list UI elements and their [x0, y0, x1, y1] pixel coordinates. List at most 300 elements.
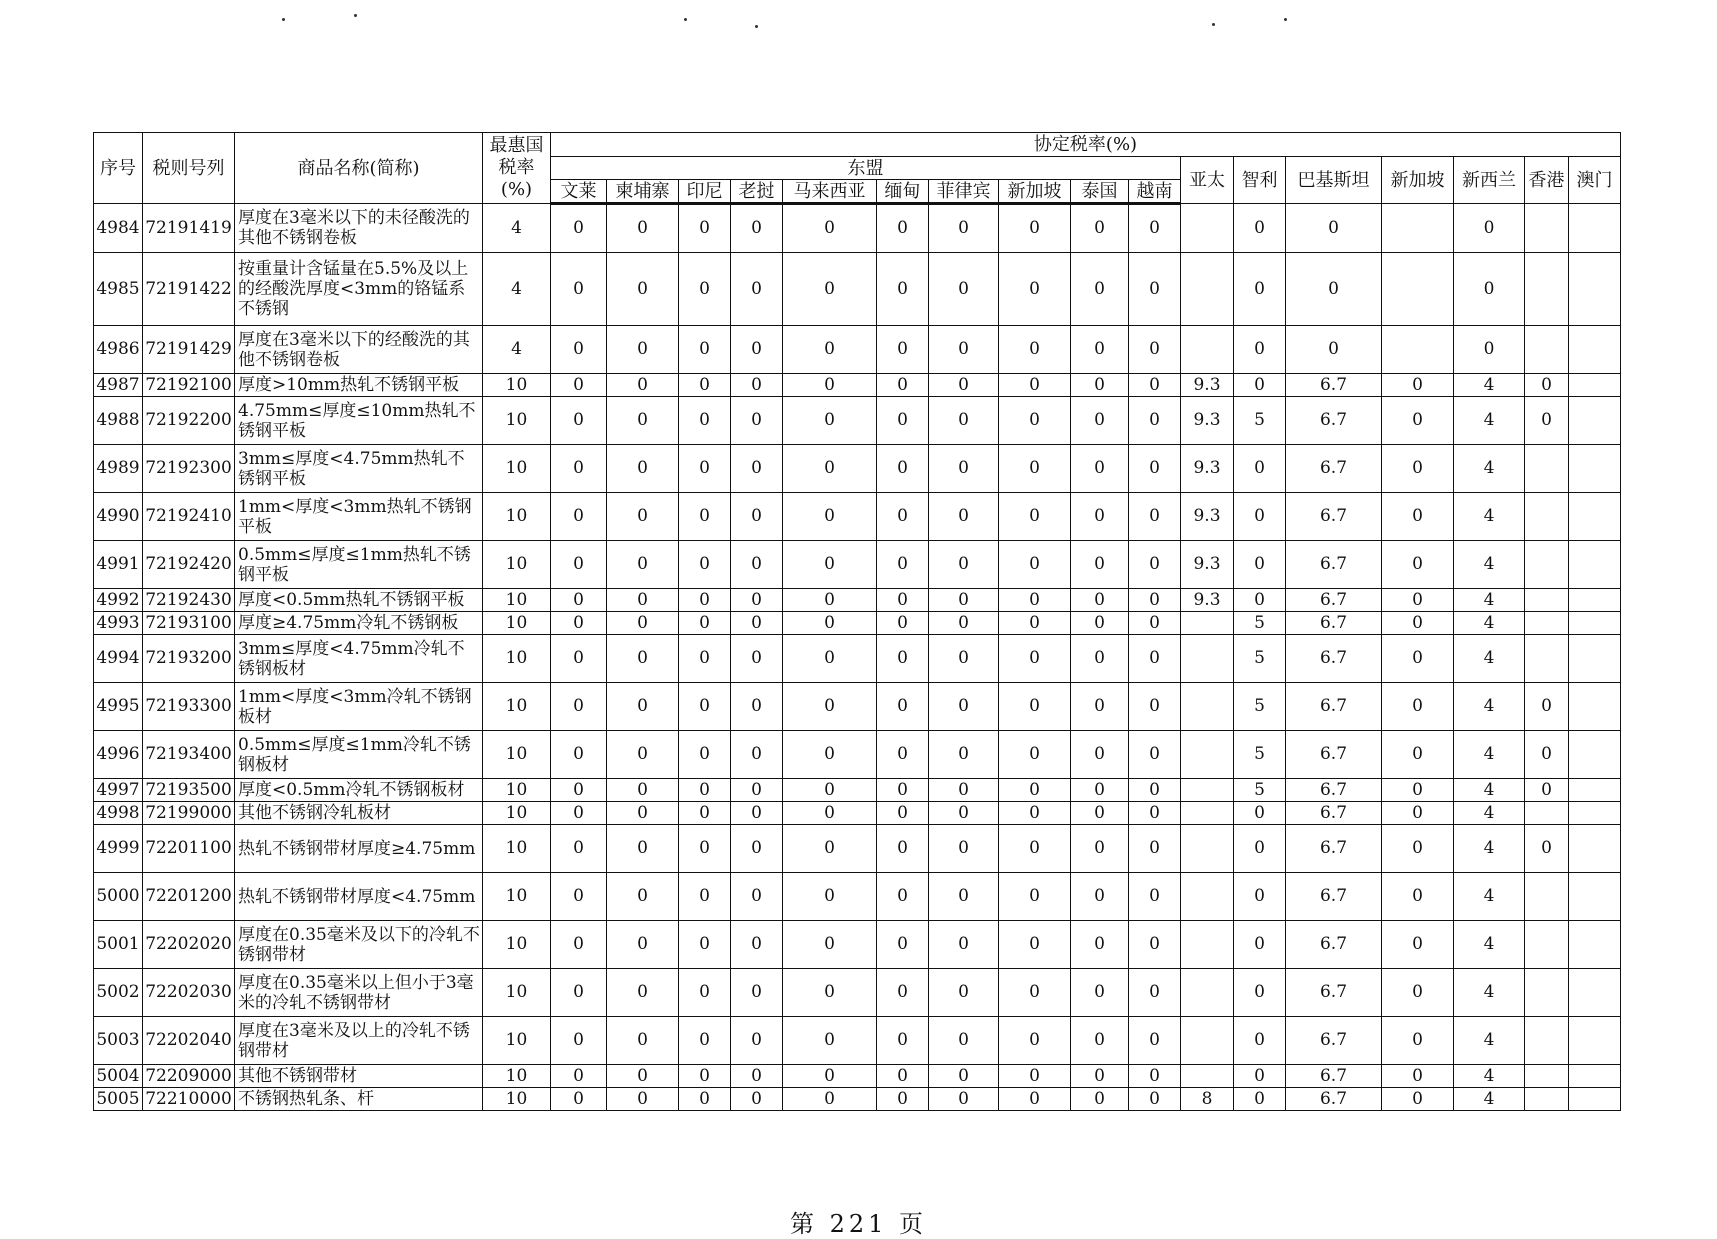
- cell-asean-rate: 0: [783, 635, 877, 683]
- header-agreement: 协定税率(%): [551, 133, 1621, 157]
- cell-asean-rate: 0: [607, 374, 679, 397]
- cell-other-rate: 0: [1286, 326, 1382, 374]
- cell-asean-rate: 0: [607, 253, 679, 326]
- cell-other-rate: 0: [1382, 589, 1454, 612]
- cell-other-rate: [1382, 253, 1454, 326]
- cell-asean-rate: 0: [783, 1017, 877, 1065]
- cell-seq: 4995: [94, 683, 143, 731]
- scan-speck: [755, 25, 758, 28]
- cell-asean-rate: 0: [929, 802, 999, 825]
- cell-name: 厚度<0.5mm冷轧不锈钢板材: [235, 779, 483, 802]
- cell-asean-rate: 0: [1129, 1017, 1181, 1065]
- cell-asean-rate: 0: [1071, 612, 1129, 635]
- cell-other-rate: [1569, 612, 1621, 635]
- cell-seq: 5002: [94, 969, 143, 1017]
- cell-other-rate: [1525, 921, 1569, 969]
- cell-other-rate: 9.3: [1181, 493, 1234, 541]
- cell-other-rate: 0: [1286, 204, 1382, 253]
- cell-asean-rate: 0: [607, 397, 679, 445]
- cell-other-rate: [1569, 825, 1621, 873]
- cell-seq: 4998: [94, 802, 143, 825]
- cell-asean-rate: 0: [999, 683, 1071, 731]
- cell-asean-rate: 0: [1129, 374, 1181, 397]
- cell-asean-rate: 0: [1071, 493, 1129, 541]
- cell-asean-rate: 0: [731, 969, 783, 1017]
- table-row: [94, 1017, 1621, 1065]
- cell-asean-rate: 0: [551, 493, 607, 541]
- cell-asean-rate: 0: [929, 541, 999, 589]
- cell-other-rate: 9.3: [1181, 589, 1234, 612]
- cell-asean-rate: 0: [679, 1088, 731, 1111]
- cell-seq: 4986: [94, 326, 143, 374]
- cell-seq: 5001: [94, 921, 143, 969]
- cell-asean-rate: 0: [877, 802, 929, 825]
- cell-asean-rate: 0: [1129, 445, 1181, 493]
- cell-asean-rate: 0: [929, 204, 999, 253]
- cell-asean-rate: 0: [551, 541, 607, 589]
- cell-mfn: 10: [483, 873, 551, 921]
- cell-code: 72191422: [143, 253, 235, 326]
- cell-asean-rate: 0: [551, 589, 607, 612]
- cell-asean-rate: 0: [607, 541, 679, 589]
- cell-asean-rate: 0: [999, 204, 1071, 253]
- cell-code: 72202030: [143, 969, 235, 1017]
- cell-asean-rate: 0: [877, 326, 929, 374]
- cell-asean-rate: 0: [607, 204, 679, 253]
- scan-speck: [1212, 23, 1215, 26]
- cell-mfn: 10: [483, 589, 551, 612]
- cell-asean-rate: 0: [783, 1065, 877, 1088]
- cell-asean-rate: 0: [551, 397, 607, 445]
- cell-asean-rate: 0: [929, 635, 999, 683]
- cell-other-rate: 4: [1454, 802, 1525, 825]
- cell-seq: 5000: [94, 873, 143, 921]
- cell-asean-rate: 0: [1071, 374, 1129, 397]
- cell-asean-rate: 0: [731, 253, 783, 326]
- cell-mfn: 10: [483, 374, 551, 397]
- cell-asean-rate: 0: [1129, 326, 1181, 374]
- cell-asean-rate: 0: [877, 612, 929, 635]
- cell-other-rate: 4: [1454, 969, 1525, 1017]
- cell-name: 1mm<厚度<3mm热轧不锈钢平板: [235, 493, 483, 541]
- cell-other-rate: 4: [1454, 731, 1525, 779]
- cell-asean-rate: 0: [877, 374, 929, 397]
- cell-asean-rate: 0: [1129, 969, 1181, 1017]
- cell-asean-rate: 0: [877, 1017, 929, 1065]
- cell-other-rate: [1569, 326, 1621, 374]
- cell-other-rate: [1382, 204, 1454, 253]
- cell-asean-rate: 0: [1071, 445, 1129, 493]
- cell-name: 其他不锈钢冷轧板材: [235, 802, 483, 825]
- cell-asean-rate: 0: [551, 374, 607, 397]
- cell-asean-rate: 0: [679, 493, 731, 541]
- cell-name: 0.5mm≤厚度≤1mm热轧不锈钢平板: [235, 541, 483, 589]
- cell-code: 72191429: [143, 326, 235, 374]
- tariff-body: [94, 204, 1621, 1111]
- cell-other-rate: 5: [1234, 635, 1286, 683]
- table-row: [94, 731, 1621, 779]
- cell-other-rate: 0: [1382, 969, 1454, 1017]
- table-row: [94, 802, 1621, 825]
- page-number: 第 221 页: [789, 1210, 928, 1238]
- cell-asean-rate: 0: [551, 1088, 607, 1111]
- cell-asean-rate: 0: [1129, 825, 1181, 873]
- cell-other-rate: [1181, 1065, 1234, 1088]
- cell-asean-rate: 0: [877, 253, 929, 326]
- table-row: [94, 825, 1621, 873]
- cell-other-rate: 6.7: [1286, 374, 1382, 397]
- cell-asean-rate: 0: [929, 873, 999, 921]
- cell-asean-rate: 0: [607, 612, 679, 635]
- header-asean-member: 印尼: [679, 180, 731, 204]
- cell-other-rate: 0: [1382, 683, 1454, 731]
- cell-other-rate: 0: [1234, 873, 1286, 921]
- cell-code: 72193200: [143, 635, 235, 683]
- cell-other-rate: [1181, 635, 1234, 683]
- table-row: [94, 374, 1621, 397]
- cell-other-rate: 4: [1454, 374, 1525, 397]
- cell-seq: 4999: [94, 825, 143, 873]
- cell-other-rate: 5: [1234, 779, 1286, 802]
- cell-mfn: 10: [483, 1088, 551, 1111]
- cell-asean-rate: 0: [551, 326, 607, 374]
- cell-asean-rate: 0: [1071, 635, 1129, 683]
- cell-asean-rate: 0: [783, 541, 877, 589]
- header-seq: 序号: [94, 133, 143, 204]
- cell-other-rate: [1181, 802, 1234, 825]
- cell-other-rate: 4: [1454, 445, 1525, 493]
- cell-code: 72193500: [143, 779, 235, 802]
- cell-other-rate: 0: [1382, 1017, 1454, 1065]
- cell-asean-rate: 0: [999, 635, 1071, 683]
- header-asean: 东盟: [551, 157, 1181, 180]
- cell-other-rate: 0: [1234, 1017, 1286, 1065]
- cell-other-rate: [1569, 969, 1621, 1017]
- cell-asean-rate: 0: [679, 825, 731, 873]
- cell-asean-rate: 0: [679, 204, 731, 253]
- cell-mfn: 10: [483, 1065, 551, 1088]
- cell-mfn: 10: [483, 779, 551, 802]
- cell-code: 72193300: [143, 683, 235, 731]
- cell-other-rate: [1525, 635, 1569, 683]
- cell-asean-rate: 0: [1129, 589, 1181, 612]
- cell-asean-rate: 0: [1129, 731, 1181, 779]
- cell-asean-rate: 0: [1071, 683, 1129, 731]
- cell-asean-rate: 0: [731, 204, 783, 253]
- cell-other-rate: 6.7: [1286, 635, 1382, 683]
- scan-speck: [1284, 18, 1287, 21]
- cell-asean-rate: 0: [1071, 969, 1129, 1017]
- table-row: [94, 589, 1621, 612]
- cell-mfn: 10: [483, 612, 551, 635]
- cell-asean-rate: 0: [1129, 1065, 1181, 1088]
- cell-asean-rate: 0: [679, 612, 731, 635]
- cell-code: 72199000: [143, 802, 235, 825]
- cell-asean-rate: 0: [679, 802, 731, 825]
- cell-asean-rate: 0: [929, 612, 999, 635]
- cell-asean-rate: 0: [783, 1088, 877, 1111]
- cell-other-rate: 4: [1454, 397, 1525, 445]
- cell-asean-rate: 0: [783, 731, 877, 779]
- cell-other-rate: 6.7: [1286, 779, 1382, 802]
- cell-other-rate: 0: [1234, 374, 1286, 397]
- cell-other-rate: [1525, 612, 1569, 635]
- header-asean-member: 马来西亚: [783, 180, 877, 204]
- cell-asean-rate: 0: [731, 921, 783, 969]
- cell-asean-rate: 0: [929, 921, 999, 969]
- cell-asean-rate: 0: [877, 825, 929, 873]
- cell-other-rate: [1525, 1017, 1569, 1065]
- cell-asean-rate: 0: [929, 969, 999, 1017]
- cell-other-rate: [1181, 873, 1234, 921]
- cell-code: 72202040: [143, 1017, 235, 1065]
- cell-asean-rate: 0: [1071, 825, 1129, 873]
- cell-asean-rate: 0: [999, 612, 1071, 635]
- cell-other-rate: [1569, 445, 1621, 493]
- cell-seq: 4992: [94, 589, 143, 612]
- cell-asean-rate: 0: [877, 397, 929, 445]
- cell-asean-rate: 0: [607, 969, 679, 1017]
- cell-other-rate: [1569, 802, 1621, 825]
- cell-asean-rate: 0: [783, 374, 877, 397]
- header-asean-member: 柬埔寨: [607, 180, 679, 204]
- cell-other-rate: 0: [1382, 635, 1454, 683]
- cell-other-rate: 6.7: [1286, 921, 1382, 969]
- table-row: [94, 779, 1621, 802]
- cell-asean-rate: 0: [877, 635, 929, 683]
- cell-asean-rate: 0: [783, 326, 877, 374]
- cell-name: 厚度≥4.75mm冷轧不锈钢板: [235, 612, 483, 635]
- cell-asean-rate: 0: [999, 493, 1071, 541]
- cell-other-rate: 5: [1234, 397, 1286, 445]
- cell-other-rate: [1181, 921, 1234, 969]
- cell-other-rate: [1569, 253, 1621, 326]
- cell-asean-rate: 0: [679, 589, 731, 612]
- cell-asean-rate: 0: [607, 589, 679, 612]
- cell-asean-rate: 0: [731, 541, 783, 589]
- cell-asean-rate: 0: [679, 1017, 731, 1065]
- cell-other-rate: [1525, 873, 1569, 921]
- cell-asean-rate: 0: [783, 969, 877, 1017]
- cell-other-rate: 9.3: [1181, 397, 1234, 445]
- cell-asean-rate: 0: [607, 731, 679, 779]
- cell-asean-rate: 0: [551, 612, 607, 635]
- cell-asean-rate: 0: [929, 493, 999, 541]
- cell-other-rate: 0: [1454, 326, 1525, 374]
- header-asean-member: 越南: [1129, 180, 1181, 204]
- cell-code: 72192300: [143, 445, 235, 493]
- cell-asean-rate: 0: [731, 1065, 783, 1088]
- cell-other-rate: 4: [1454, 541, 1525, 589]
- cell-asean-rate: 0: [679, 397, 731, 445]
- cell-asean-rate: 0: [607, 445, 679, 493]
- cell-other-rate: [1181, 825, 1234, 873]
- cell-seq: 4984: [94, 204, 143, 253]
- scan-speck: [354, 14, 357, 17]
- cell-other-rate: 0: [1525, 779, 1569, 802]
- cell-asean-rate: 0: [1071, 326, 1129, 374]
- cell-seq: 5003: [94, 1017, 143, 1065]
- cell-other-rate: 4: [1454, 612, 1525, 635]
- cell-name: 热轧不锈钢带材厚度<4.75mm: [235, 873, 483, 921]
- cell-asean-rate: 0: [731, 802, 783, 825]
- cell-mfn: 10: [483, 635, 551, 683]
- cell-asean-rate: 0: [607, 825, 679, 873]
- cell-other-rate: [1569, 397, 1621, 445]
- cell-other-rate: 9.3: [1181, 374, 1234, 397]
- cell-asean-rate: 0: [679, 253, 731, 326]
- cell-asean-rate: 0: [679, 635, 731, 683]
- cell-seq: 4993: [94, 612, 143, 635]
- cell-other-rate: 6.7: [1286, 589, 1382, 612]
- cell-asean-rate: 0: [1129, 779, 1181, 802]
- cell-asean-rate: 0: [1129, 493, 1181, 541]
- cell-code: 72201200: [143, 873, 235, 921]
- cell-asean-rate: 0: [607, 802, 679, 825]
- cell-asean-rate: 0: [551, 635, 607, 683]
- cell-other-rate: 4: [1454, 589, 1525, 612]
- cell-other-rate: [1181, 253, 1234, 326]
- cell-other-rate: [1525, 326, 1569, 374]
- cell-name: 厚度在0.35毫米及以下的冷轧不锈钢带材: [235, 921, 483, 969]
- cell-other-rate: [1525, 541, 1569, 589]
- cell-other-rate: 0: [1382, 397, 1454, 445]
- cell-asean-rate: 0: [999, 873, 1071, 921]
- cell-asean-rate: 0: [551, 802, 607, 825]
- cell-other-rate: 4: [1454, 825, 1525, 873]
- cell-asean-rate: 0: [877, 1065, 929, 1088]
- cell-other-rate: [1569, 1017, 1621, 1065]
- cell-asean-rate: 0: [607, 1065, 679, 1088]
- cell-name: 按重量计含锰量在5.5%及以上的经酸洗厚度<3mm的铬锰系不锈钢: [235, 253, 483, 326]
- cell-asean-rate: 0: [1129, 204, 1181, 253]
- cell-asean-rate: 0: [929, 1017, 999, 1065]
- cell-asean-rate: 0: [877, 204, 929, 253]
- cell-asean-rate: 0: [731, 445, 783, 493]
- cell-asean-rate: 0: [1129, 683, 1181, 731]
- cell-asean-rate: 0: [929, 683, 999, 731]
- cell-asean-rate: 0: [877, 493, 929, 541]
- cell-asean-rate: 0: [783, 802, 877, 825]
- cell-asean-rate: 0: [783, 873, 877, 921]
- cell-mfn: 4: [483, 204, 551, 253]
- cell-asean-rate: 0: [999, 921, 1071, 969]
- cell-asean-rate: 0: [1071, 802, 1129, 825]
- header-other: 新加坡: [1382, 157, 1454, 204]
- header-other: 智利: [1234, 157, 1286, 204]
- cell-other-rate: 9.3: [1181, 445, 1234, 493]
- cell-asean-rate: 0: [679, 873, 731, 921]
- cell-other-rate: 0: [1234, 1088, 1286, 1111]
- cell-other-rate: [1569, 731, 1621, 779]
- cell-other-rate: 4: [1454, 921, 1525, 969]
- cell-asean-rate: 0: [929, 1065, 999, 1088]
- header-asean-member: 老挝: [731, 180, 783, 204]
- cell-asean-rate: 0: [679, 445, 731, 493]
- header-name: 商品名称(简称): [235, 133, 483, 204]
- cell-other-rate: [1569, 779, 1621, 802]
- cell-other-rate: 0: [1286, 253, 1382, 326]
- cell-asean-rate: 0: [551, 204, 607, 253]
- table-row: [94, 204, 1621, 253]
- cell-asean-rate: 0: [877, 445, 929, 493]
- cell-other-rate: 0: [1234, 541, 1286, 589]
- cell-asean-rate: 0: [551, 825, 607, 873]
- cell-other-rate: [1525, 589, 1569, 612]
- cell-asean-rate: 0: [731, 397, 783, 445]
- cell-asean-rate: 0: [877, 683, 929, 731]
- cell-asean-rate: 0: [1071, 921, 1129, 969]
- cell-asean-rate: 0: [1071, 589, 1129, 612]
- cell-other-rate: [1525, 969, 1569, 1017]
- cell-asean-rate: 0: [1071, 731, 1129, 779]
- cell-other-rate: [1569, 589, 1621, 612]
- cell-code: 72192420: [143, 541, 235, 589]
- cell-other-rate: 4: [1454, 493, 1525, 541]
- cell-asean-rate: 0: [999, 1017, 1071, 1065]
- cell-asean-rate: 0: [999, 253, 1071, 326]
- cell-asean-rate: 0: [1071, 873, 1129, 921]
- cell-other-rate: 4: [1454, 1065, 1525, 1088]
- cell-asean-rate: 0: [731, 612, 783, 635]
- table-row: [94, 969, 1621, 1017]
- cell-asean-rate: 0: [929, 374, 999, 397]
- cell-asean-rate: 0: [551, 873, 607, 921]
- cell-other-rate: 4: [1454, 1088, 1525, 1111]
- cell-other-rate: 6.7: [1286, 731, 1382, 779]
- cell-mfn: 10: [483, 683, 551, 731]
- cell-asean-rate: 0: [877, 731, 929, 779]
- cell-asean-rate: 0: [929, 731, 999, 779]
- cell-asean-rate: 0: [607, 635, 679, 683]
- cell-other-rate: 4: [1454, 635, 1525, 683]
- table-row: [94, 253, 1621, 326]
- cell-asean-rate: 0: [999, 1088, 1071, 1111]
- cell-code: 72210000: [143, 1088, 235, 1111]
- cell-other-rate: 0: [1382, 921, 1454, 969]
- cell-other-rate: 0: [1525, 731, 1569, 779]
- cell-asean-rate: 0: [731, 683, 783, 731]
- cell-asean-rate: 0: [679, 374, 731, 397]
- cell-asean-rate: 0: [877, 969, 929, 1017]
- cell-mfn: 10: [483, 921, 551, 969]
- table-row: [94, 612, 1621, 635]
- cell-asean-rate: 0: [999, 589, 1071, 612]
- cell-asean-rate: 0: [607, 1017, 679, 1065]
- cell-asean-rate: 0: [999, 1065, 1071, 1088]
- header-other: 亚太: [1181, 157, 1234, 204]
- cell-asean-rate: 0: [1129, 1088, 1181, 1111]
- cell-code: 72201100: [143, 825, 235, 873]
- header-other: 巴基斯坦: [1286, 157, 1382, 204]
- table-row: [94, 683, 1621, 731]
- cell-other-rate: [1525, 1088, 1569, 1111]
- cell-other-rate: 6.7: [1286, 445, 1382, 493]
- cell-other-rate: 0: [1234, 493, 1286, 541]
- cell-other-rate: [1181, 612, 1234, 635]
- header-mfn: 最惠国税率(%): [483, 133, 551, 204]
- cell-asean-rate: 0: [731, 1017, 783, 1065]
- cell-asean-rate: 0: [1129, 635, 1181, 683]
- cell-name: 厚度>10mm热轧不锈钢平板: [235, 374, 483, 397]
- cell-asean-rate: 0: [877, 779, 929, 802]
- cell-seq: 4988: [94, 397, 143, 445]
- cell-other-rate: [1525, 204, 1569, 253]
- cell-asean-rate: 0: [551, 1017, 607, 1065]
- cell-other-rate: [1569, 683, 1621, 731]
- cell-name: 3mm≤厚度<4.75mm冷轧不锈钢板材: [235, 635, 483, 683]
- cell-mfn: 10: [483, 445, 551, 493]
